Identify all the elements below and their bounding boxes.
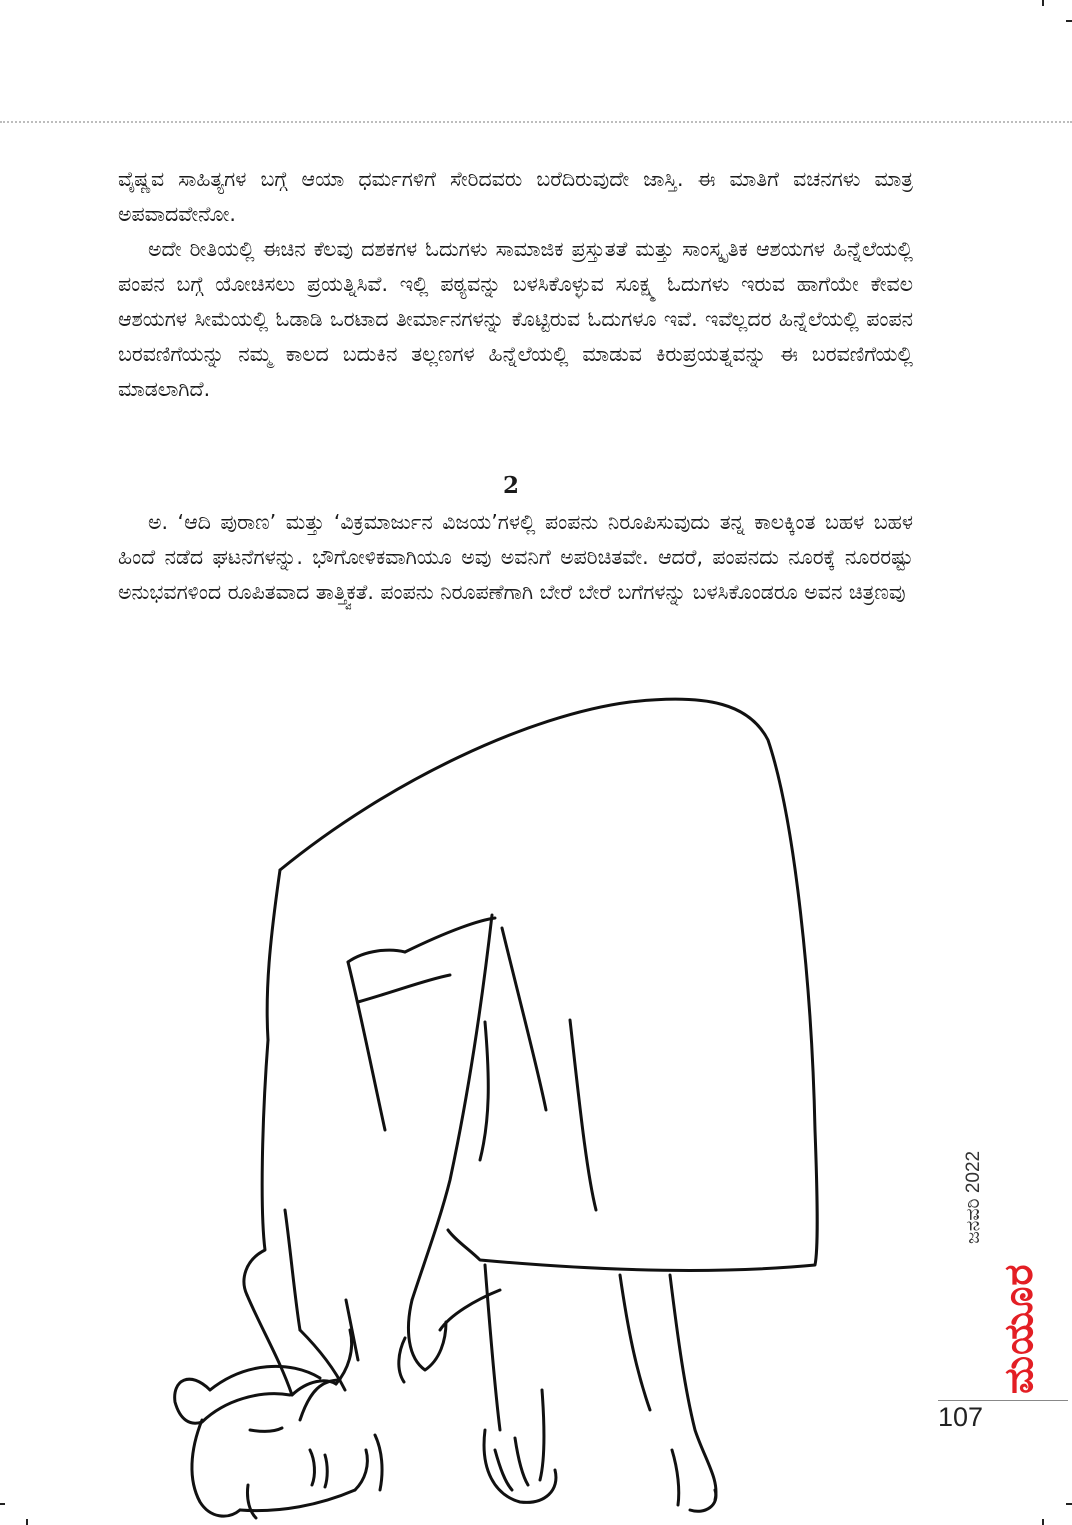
crop-mark (1042, 0, 1044, 6)
issue-date: ಜನವರಿ 2022 (963, 1150, 984, 1244)
dotted-separator (0, 121, 1072, 123)
crop-mark (1066, 1503, 1072, 1505)
paragraph: ವೈಷ್ಣವ ಸಾಹಿತ್ಯಗಳ ಬಗ್ಗೆ ಆಯಾ ಧರ್ಮಗಳಿಗೆ ಸೇರಿದವರು ಬರೆದಿರುವುದೇ ಜಾಸ್ತಿ. ಈ ಮಾತಿಗೆ ವಚನಗಳು ಮಾತ್ರ ಅಪವಾದವೇನೋ. (118, 167, 913, 226)
line-drawing-bowing-figure (150, 690, 910, 1525)
page-number: 107 (938, 1402, 984, 1432)
crop-mark (1066, 20, 1072, 22)
crop-mark (26, 1519, 28, 1525)
paragraph: ಅ. ‘ಆದಿ ಪುರಾಣ’ ಮತ್ತು ‘ವಿಕ್ರಮಾರ್ಜುನ ವಿಜಯ’ಗಳಲ್ಲಿ ಪಂಪನು ನಿರೂಪಿಸುವುದು ತನ್ನ ಕಾಲಕ್ಕಿಂತ ಬಹಳ ಬಹಳ ಹಿಂದೆ ನಡೆದ ಘಟನೆಗಳನ್ನು. ಭೌಗೋಳಿಕವಾಗಿಯೂ ಅವು ಅವನಿಗೆ ಅಪರಿಚಿತವೇ. ಆದರೆ, ಪಂಪನದು ನೂರಕ್ಕೆ ನೂರರಷ್ಟು ಅನುಭವಗಳಿಂದ ರೂಪಿತವಾದ ತಾತ್ತ್ವಿಕತೆ. ಪಂಪನು ನಿರೂಪಣೆಗಾಗಿ ಬೇರೆ ಬೇರೆ ಬಗೆಗಳನ್ನು ಬಳಸಿಕೊಂಡರೂ ಅವನ ಚಿತ್ರಣವು (118, 510, 913, 604)
section-number: 2 (502, 472, 519, 499)
paragraph: ಅದೇ ರೀತಿಯಲ್ಲಿ ಈಚಿನ ಕೆಲವು ದಶಕಗಳ ಓದುಗಳು ಸಾಮಾಜಿಕ ಪ್ರಸ್ತುತತೆ ಮತ್ತು ಸಾಂಸ್ಕೃತಿಕ ಆಶಯಗಳ ಹಿನ್ನೆಲೆಯಲ್ಲಿ ಪಂಪನ ಬಗ್ಗೆ ಯೋಚಿಸಲು ಪ್ರಯತ್ನಿಸಿವೆ. ಇಲ್ಲಿ ಪಠ್ಯವನ್ನು ಬಳಸಿಕೊಳ್ಳುವ ಸೂಕ್ಷ್ಮ ಓದುಗಳು ಇರುವ ಹಾಗೆಯೇ ಕೇವಲ ಆಶಯಗಳ ಸೀಮೆಯಲ್ಲಿ ಓಡಾಡಿ ಒರಟಾದ ತೀರ್ಮಾನಗಳನ್ನು ಕೊಟ್ಟಿರುವ ಓದುಗಳೂ ಇವೆ. ಇವೆಲ್ಲದರ ಹಿನ್ನೆಲೆಯಲ್ಲಿ ಪಂಪನ ಬರವಣಿಗೆಯನ್ನು ನಮ್ಮ ಕಾಲದ ಬದುಕಿನ ತಲ್ಲಣಗಳ ಹಿನ್ನೆಲೆಯಲ್ಲಿ ಮಾಡುವ ಕಿರುಪ್ರಯತ್ನವನ್ನು ಈ ಬರವಣಿಗೆಯಲ್ಲಿ ಮಾಡಲಾಗಿದೆ. (118, 237, 913, 401)
crop-mark (1042, 1519, 1044, 1525)
text-block-section-1 (118, 162, 913, 407)
magazine-logo: ಮಯೂರ (996, 1263, 1042, 1394)
page-number-rule (938, 1400, 1068, 1401)
crop-mark (0, 1503, 5, 1505)
text-block-section-2 (118, 505, 913, 610)
